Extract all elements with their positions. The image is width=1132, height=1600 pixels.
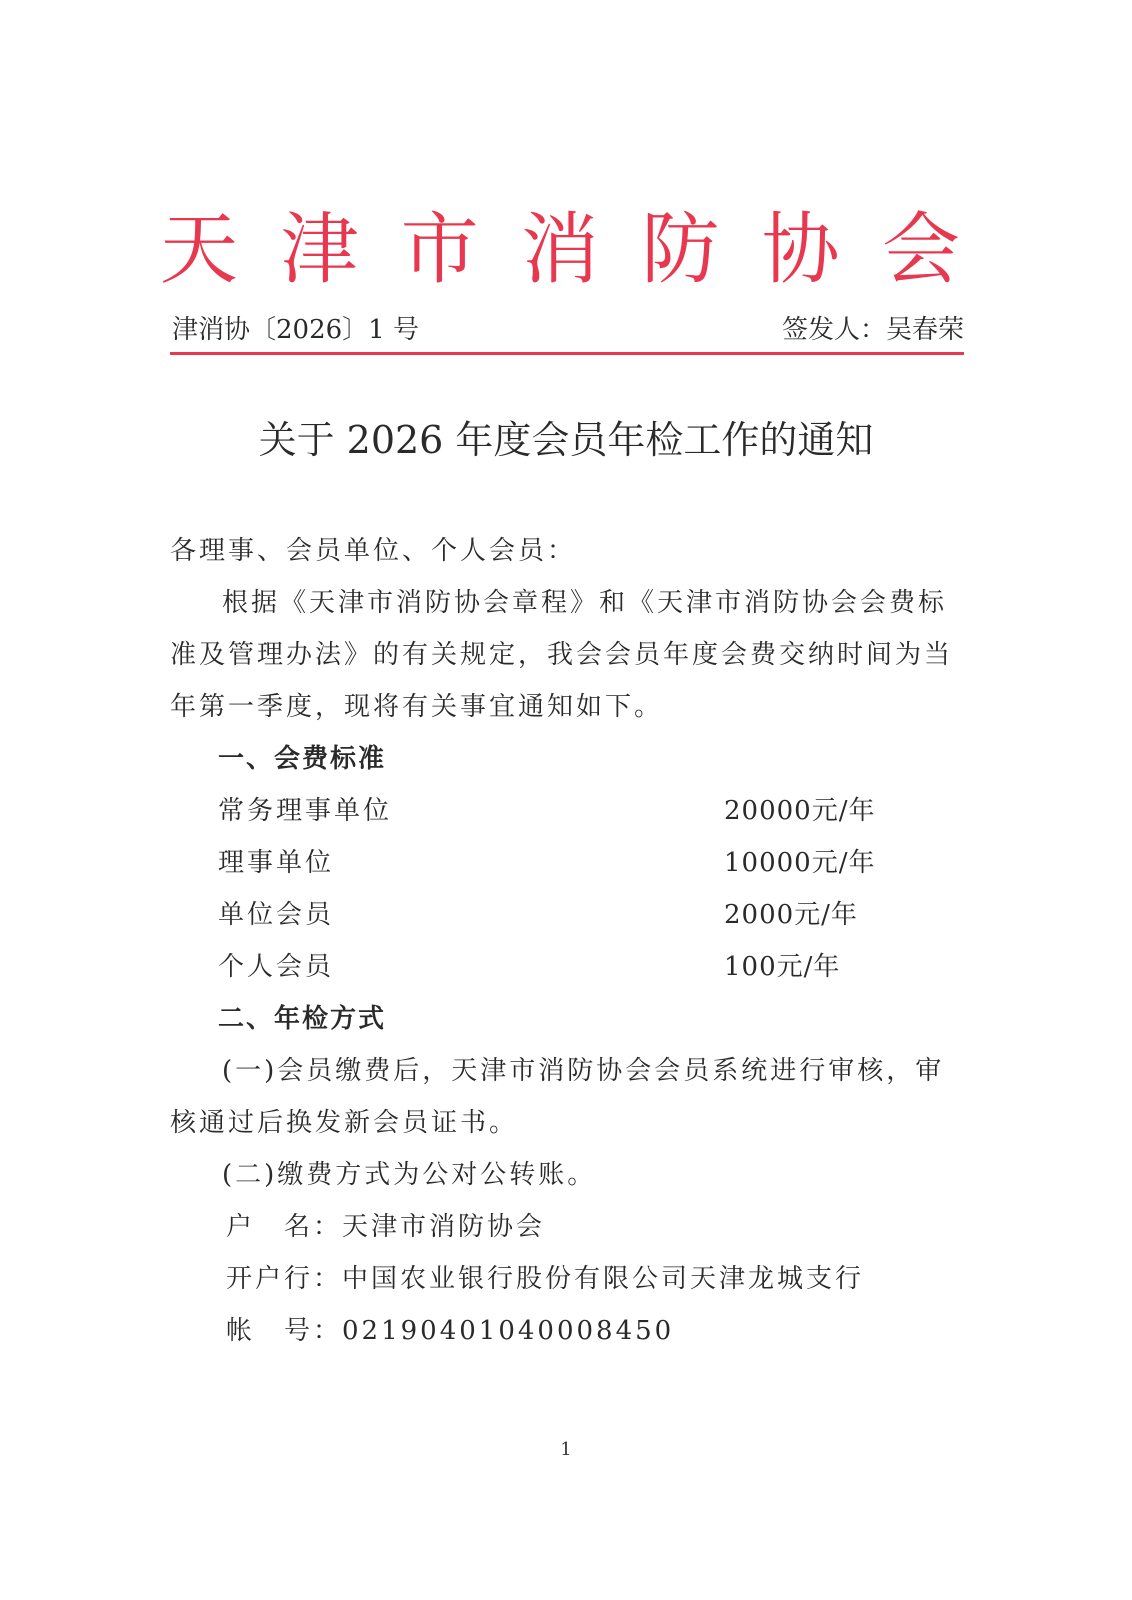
item-line: 核通过后换发新会员证书。 bbox=[170, 1108, 519, 1138]
masthead bbox=[160, 205, 960, 295]
fee-category: 个人会员 bbox=[218, 952, 335, 982]
page-number: 1 bbox=[560, 1439, 572, 1460]
masthead-char: 津 bbox=[280, 205, 359, 295]
masthead-char: 消 bbox=[520, 205, 599, 295]
intro-line: 准及管理办法》的有关规定，我会会员年度会费交纳时间为当 bbox=[170, 640, 954, 670]
signer: 签发人：吴春荣 bbox=[781, 315, 964, 345]
masthead-char: 协 bbox=[761, 205, 840, 295]
fee-category: 常务理事单位 bbox=[218, 796, 393, 826]
item-line: (二)缴费方式为公对公转账。 bbox=[222, 1160, 597, 1190]
account-name: 户 名：天津市消防协会 bbox=[226, 1212, 546, 1242]
red-divider bbox=[170, 352, 964, 355]
item-line: (一)会员缴费后，天津市消防协会会员系统进行审核，审 bbox=[222, 1056, 945, 1086]
fee-row bbox=[170, 837, 970, 889]
intro-line: 根据《天津市消防协会章程》和《天津市消防协会会费标 bbox=[222, 588, 948, 618]
intro-line: 年第一季度，现将有关事宜通知如下。 bbox=[170, 692, 664, 722]
notice-body bbox=[170, 525, 970, 1357]
masthead-char: 天 bbox=[160, 205, 239, 295]
account-bank: 开户行：中国农业银行股份有限公司天津龙城支行 bbox=[226, 1264, 865, 1294]
fee-category: 理事单位 bbox=[218, 848, 335, 878]
fee-amount: 10000元/年 bbox=[724, 848, 876, 878]
fee-row bbox=[170, 889, 970, 941]
masthead-char: 防 bbox=[641, 205, 720, 295]
fee-row bbox=[170, 941, 970, 993]
fee-row bbox=[170, 785, 970, 837]
fee-category: 单位会员 bbox=[218, 900, 335, 930]
masthead-char: 市 bbox=[400, 205, 479, 295]
account-number: 帐 号：02190401040008450 bbox=[226, 1316, 675, 1346]
section-heading-inspection-method: 二、年检方式 bbox=[218, 1004, 387, 1034]
notice-title: 关于 2026 年度会员年检工作的通知 bbox=[258, 418, 874, 462]
fee-amount: 20000元/年 bbox=[724, 796, 876, 826]
fee-amount: 100元/年 bbox=[724, 952, 841, 982]
section-heading-fee-standard: 一、会费标准 bbox=[218, 744, 387, 774]
masthead-char: 会 bbox=[881, 205, 960, 295]
document-meta bbox=[172, 310, 964, 350]
salutation: 各理事、会员单位、个人会员： bbox=[170, 536, 577, 566]
document-number: 津消协〔2026〕1 号 bbox=[172, 315, 419, 345]
fee-amount: 2000元/年 bbox=[724, 900, 858, 930]
